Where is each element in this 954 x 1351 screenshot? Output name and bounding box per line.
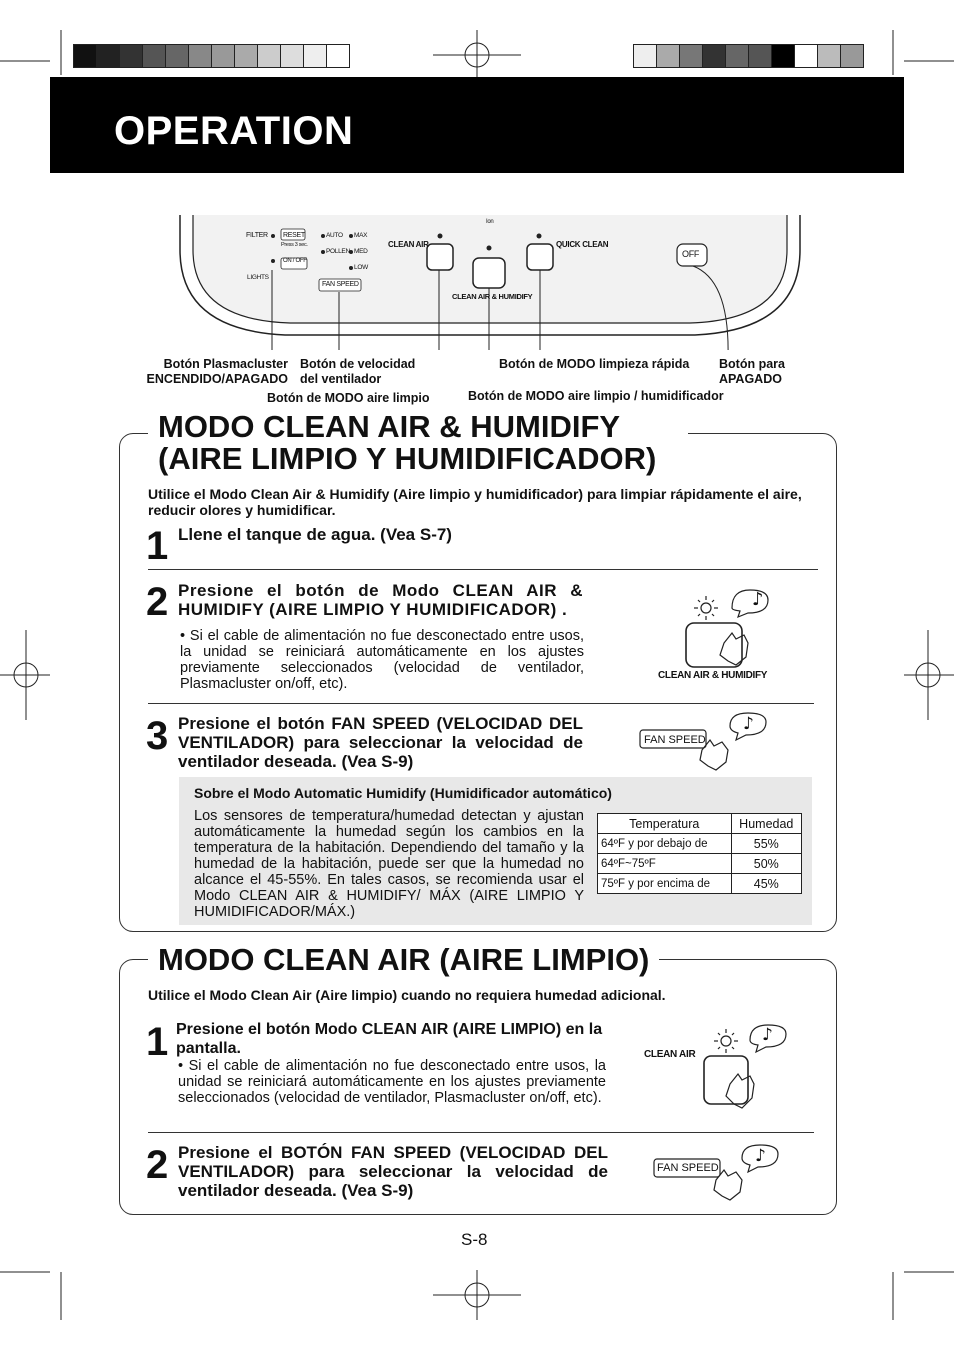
step-number: 3 [146,714,169,758]
auto-humidify-title: Sobre el Modo Automatic Humidify (Humidificador automático) [194,785,612,801]
callout-fan-speed: Botón de velocidad del ventilador [300,357,416,386]
step-number: 2 [146,580,169,624]
divider [148,569,818,570]
step-text: Presione el BOTÓN FAN SPEED (VELOCIDAD DEL VENTILADOR) para seleccionar la velocidad de ventilador deseada. (Vea S-9) [178,1143,608,1200]
humidity-table [597,813,802,894]
table-header-row [598,814,802,834]
panel-off-label: OFF [682,249,700,259]
clean-air-humidify-image-label: CLEAN AIR & HUMIDIFY [658,670,768,681]
panel-reset-label: RESET [283,232,305,239]
table-cell: 45% [731,874,801,894]
panel-cleanair-humidify-label: CLEAN AIR & HUMIDIFY [452,292,533,301]
callout-plasmacluster: Botón Plasmacluster ENCENDIDO/APAGADO [146,357,288,386]
section1-intro: Utilice el Modo Clean Air & Humidify (Aire limpio y humidificador) para limpiar rápidamente el aire, reducir olores y humidificar. [148,486,802,518]
panel-max-label: MAX [354,232,368,239]
panel-cleanair-label: CLEAN AIR [388,240,429,249]
panel-filter-label: FILTER [246,232,268,239]
panel-fanspeed-label: FAN SPEED [322,281,359,288]
table-cell: 50% [731,854,801,874]
callout-clean-air: Botón de MODO aire limpio [267,391,430,405]
section1-title: MODO CLEAN AIR & HUMIDIFY (AIRE LIMPIO Y HUMIDIFICADOR) [148,411,688,475]
step-note: • Si el cable de alimentación no fue desconectado entre usos, la unidad se reiniciará automáticamente en los ajustes previamente seleccionados (velocidad de ventilador, Plasmacluster on/off, etc). [180,628,584,692]
svg-text:♪: ♪ [743,714,754,734]
callout-quick-clean: Botón de MODO limpieza rápida [499,357,690,371]
panel-pollen-label: POLLEN [326,248,350,255]
divider [148,1132,814,1133]
fan-speed-image-label-2: FAN SPEED [657,1162,719,1174]
clean-air-image-label: CLEAN AIR [644,1049,696,1060]
section2-intro: Utilice el Modo Clean Air (Aire limpio) cuando no requiera humedad adicional. [148,987,666,1003]
panel-ion-label: Ion [486,219,494,225]
panel-onoff-label: ON / OFF [283,258,307,264]
svg-text:♪: ♪ [755,1146,766,1166]
table-row [598,834,802,854]
page-title: OPERATION [114,109,354,153]
panel-med-label: MED [354,248,368,255]
table-cell: 75ºF y por encima de [598,874,732,894]
clean-air-humidify-button-illustration [680,585,780,670]
svg-text:♪: ♪ [752,589,764,610]
divider [148,703,814,704]
step-text: Presione el botón FAN SPEED (VELOCIDAD DEL VENTILADOR) para seleccionar la velocidad de ventilador deseada. (Vea S-9) [178,714,583,771]
callout-off: Botón para APAGADO [719,357,785,386]
clean-air-button-illustration [700,1020,792,1115]
step-number: 1 [146,1020,169,1064]
step-number: 1 [146,524,169,568]
step-text: Presione el botón de Modo CLEAN AIR & HUMIDIFY (AIRE LIMPIO Y HUMIDIFICADOR) . [178,581,583,619]
page-header [50,77,904,173]
table-row [598,874,802,894]
fan-speed-image-label: FAN SPEED [644,734,706,746]
table-header: Temperatura [598,814,732,834]
panel-lights-label: LIGHTS [247,274,269,281]
table-cell: 55% [731,834,801,854]
step-note: • Si el cable de alimentación no fue desconectado entre usos, la unidad se reiniciará automáticamente en los ajustes previamente seleccionados (velocidad de ventilador, Plasmacluster on/off, etc). [178,1058,606,1106]
step-text: Llene el tanque de agua. (Vea S-7) [178,525,452,544]
section2-title: MODO CLEAN AIR (AIRE LIMPIO) [148,944,659,976]
control-panel-illustration [175,210,805,350]
panel-press-label: Press 3 sec. [281,242,308,248]
panel-auto-label: AUTO [326,232,343,239]
table-cell: 64ºF~75ºF [598,854,732,874]
panel-low-label: LOW [354,264,368,271]
table-header: Humedad [731,814,801,834]
callout-clean-air-humidify: Botón de MODO aire limpio / humidificador [468,389,724,403]
auto-humidify-text: Los sensores de temperatura/humedad detectan y ajustan automáticamente la humedad según los cambios en la temperatura de la habitación. Dependiendo del tamaño y la humedad de la habitación, puede ser que la humedad no alcance el 45-55%. En tales casos, se recomienda usar el Modo CLEAN AIR & HUMIDIFY/ MÁX (AIRE LIMPIO Y HUMIDIFICADOR/MÁX.) [194,808,584,920]
table-row [598,854,802,874]
step-text: Presione el botón Modo CLEAN AIR (AIRE LIMPIO) en la pantalla. [176,1021,603,1057]
panel-quickclean-label: QUICK CLEAN [556,240,609,249]
step-number: 2 [146,1143,169,1187]
svg-text:♪: ♪ [762,1025,773,1045]
page-number: S-8 [461,1230,488,1249]
table-cell: 64ºF y por debajo de [598,834,732,854]
